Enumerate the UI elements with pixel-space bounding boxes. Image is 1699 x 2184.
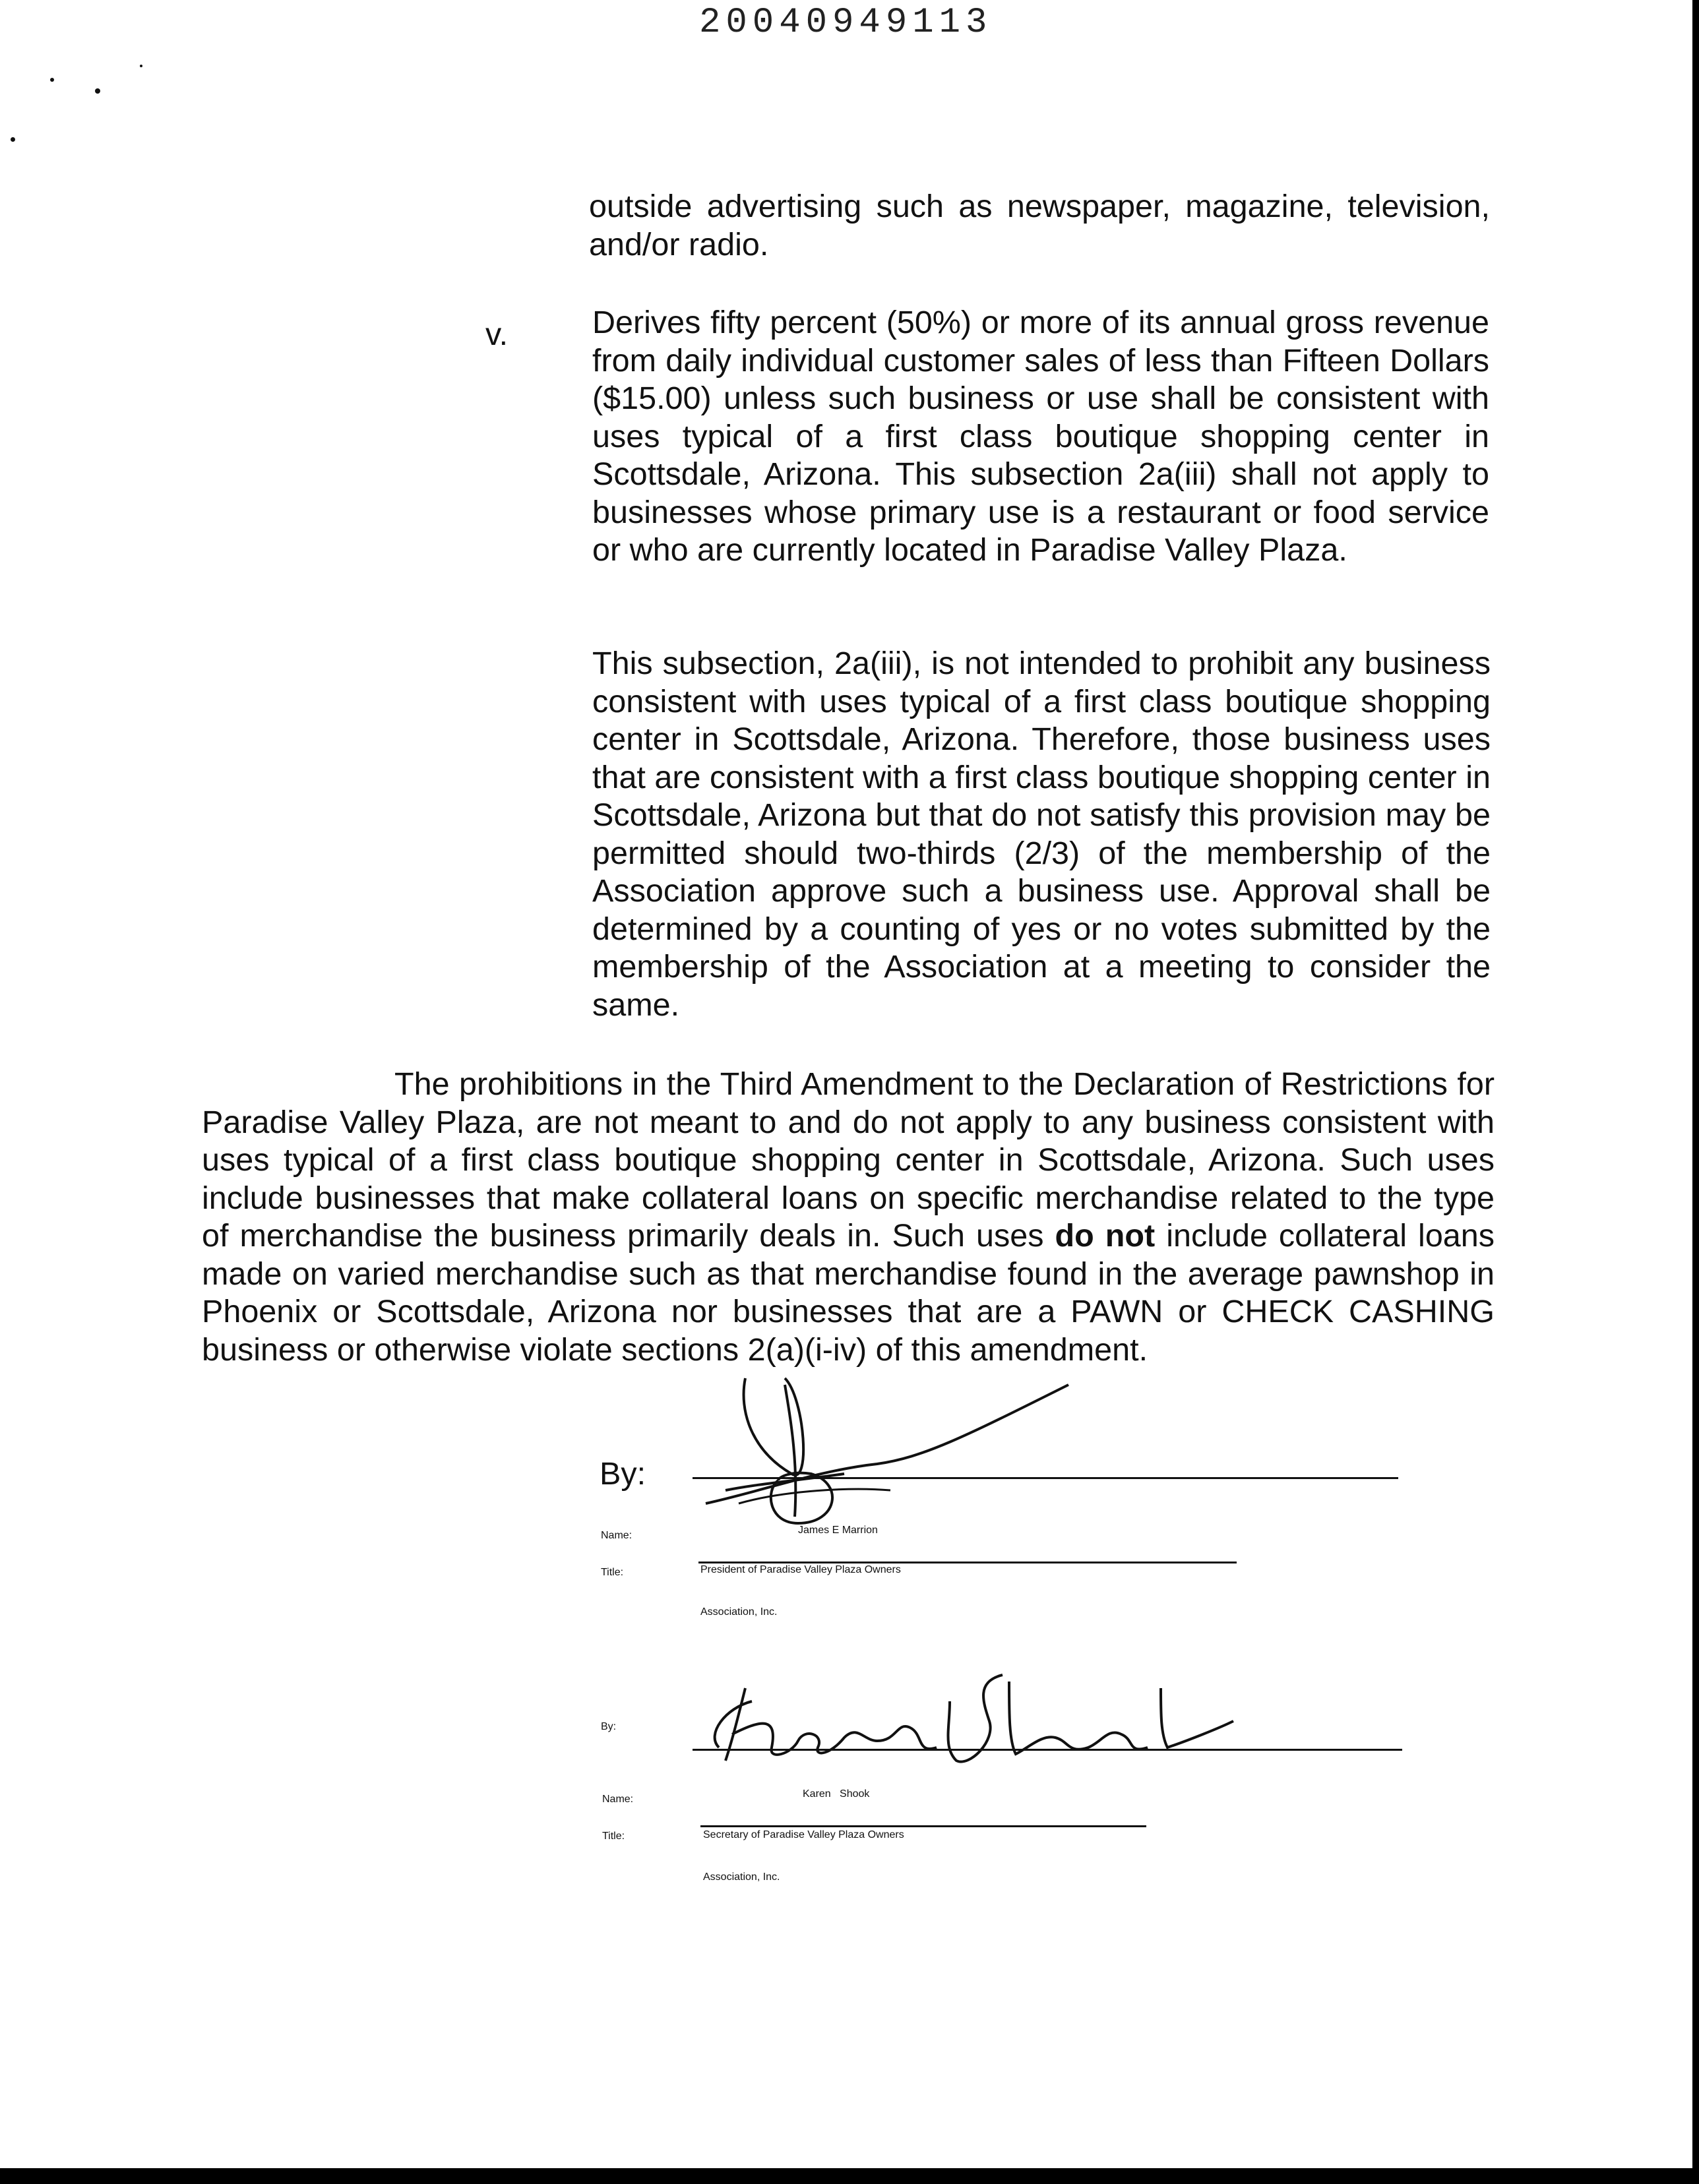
scan-speck	[50, 78, 54, 82]
scan-border-right	[1692, 0, 1699, 2184]
title-label: Title:	[602, 1831, 625, 1842]
signer-title-line2: Association, Inc.	[703, 1871, 780, 1883]
president-signature	[686, 1358, 1095, 1556]
scan-border-bottom	[0, 2168, 1699, 2184]
name-label: Name:	[602, 1794, 634, 1805]
signer-name: Karen Shook	[803, 1788, 870, 1800]
by-label: By:	[601, 1721, 617, 1732]
title-label: Title:	[601, 1567, 624, 1578]
secretary-signature	[699, 1662, 1240, 1774]
name-label: Name:	[601, 1530, 633, 1541]
signer-title-line1: Secretary of Paradise Valley Plaza Owners	[703, 1829, 904, 1840]
scan-speck	[140, 65, 142, 67]
subsection-note-paragraph: This subsection, 2a(iii), is not intended to prohibit any business consistent with uses typical of a first class boutique shopping center in Scottsdale, Arizona. Therefore, those business uses that are consistent with a first class boutique shopping center in Scottsdale, Arizona but that do not satisfy this provision may be permitted should two-thirds (2/3) of the membership of the Association approve such a business use. Approval shall be determined by a counting of yes or no votes submitted by the membership of the Association at a meeting to consider the same.	[592, 646, 1491, 1023]
prohibitions-text-part1: The prohibitions in the Third Amendment to the Declaration of Restrictions for Paradise Valley Plaza, are not meant to and do not apply to any business consistent with uses typical of a first class boutique shopping center in Scottsdale, Arizona. Such uses include businesses that make collateral loans on specific merchandise related to the type of merchandise the business primarily deals in. Such uses	[202, 1066, 1495, 1254]
signer-title-line2: Association, Inc.	[700, 1606, 778, 1618]
scan-speck	[95, 88, 100, 94]
prohibitions-paragraph	[202, 1066, 1495, 1369]
signer-name: James E Marrion	[798, 1525, 878, 1536]
item-v-paragraph: Derives fifty percent (50%) or more of its annual gross revenue from daily individual customer sales of less than Fifteen Dollars ($15.00) unless such business or use shall be consistent with uses typical of a first class boutique shopping center in Scottsdale, Arizona. This subsection 2a(iii) shall not apply to businesses whose primary use is a restaurant or food service or who are currently located in Paradise Valley Plaza.	[592, 305, 1489, 568]
by-label: By:	[600, 1456, 646, 1492]
prohibitions-text-part2: include collateral loans made on varied merchandise such as that merchandise found in the average pawnshop in Phoenix or Scottsdale, Arizona nor businesses that are a PAWN or CHECK CASHING business or otherwise violate sections 2(a)(i-iv) of this amendment.	[202, 1218, 1495, 1368]
name-line	[700, 1825, 1146, 1827]
prohibitions-bold-text: do not	[1055, 1218, 1156, 1254]
document-number: 20040949113	[699, 3, 993, 43]
signer-title-line1: President of Paradise Valley Plaza Owners	[700, 1564, 901, 1575]
item-number: v.	[485, 317, 509, 352]
name-line	[698, 1562, 1237, 1563]
continuation-paragraph: outside advertising such as newspaper, magazine, television, and/or radio.	[589, 189, 1490, 262]
scan-speck	[11, 137, 15, 142]
